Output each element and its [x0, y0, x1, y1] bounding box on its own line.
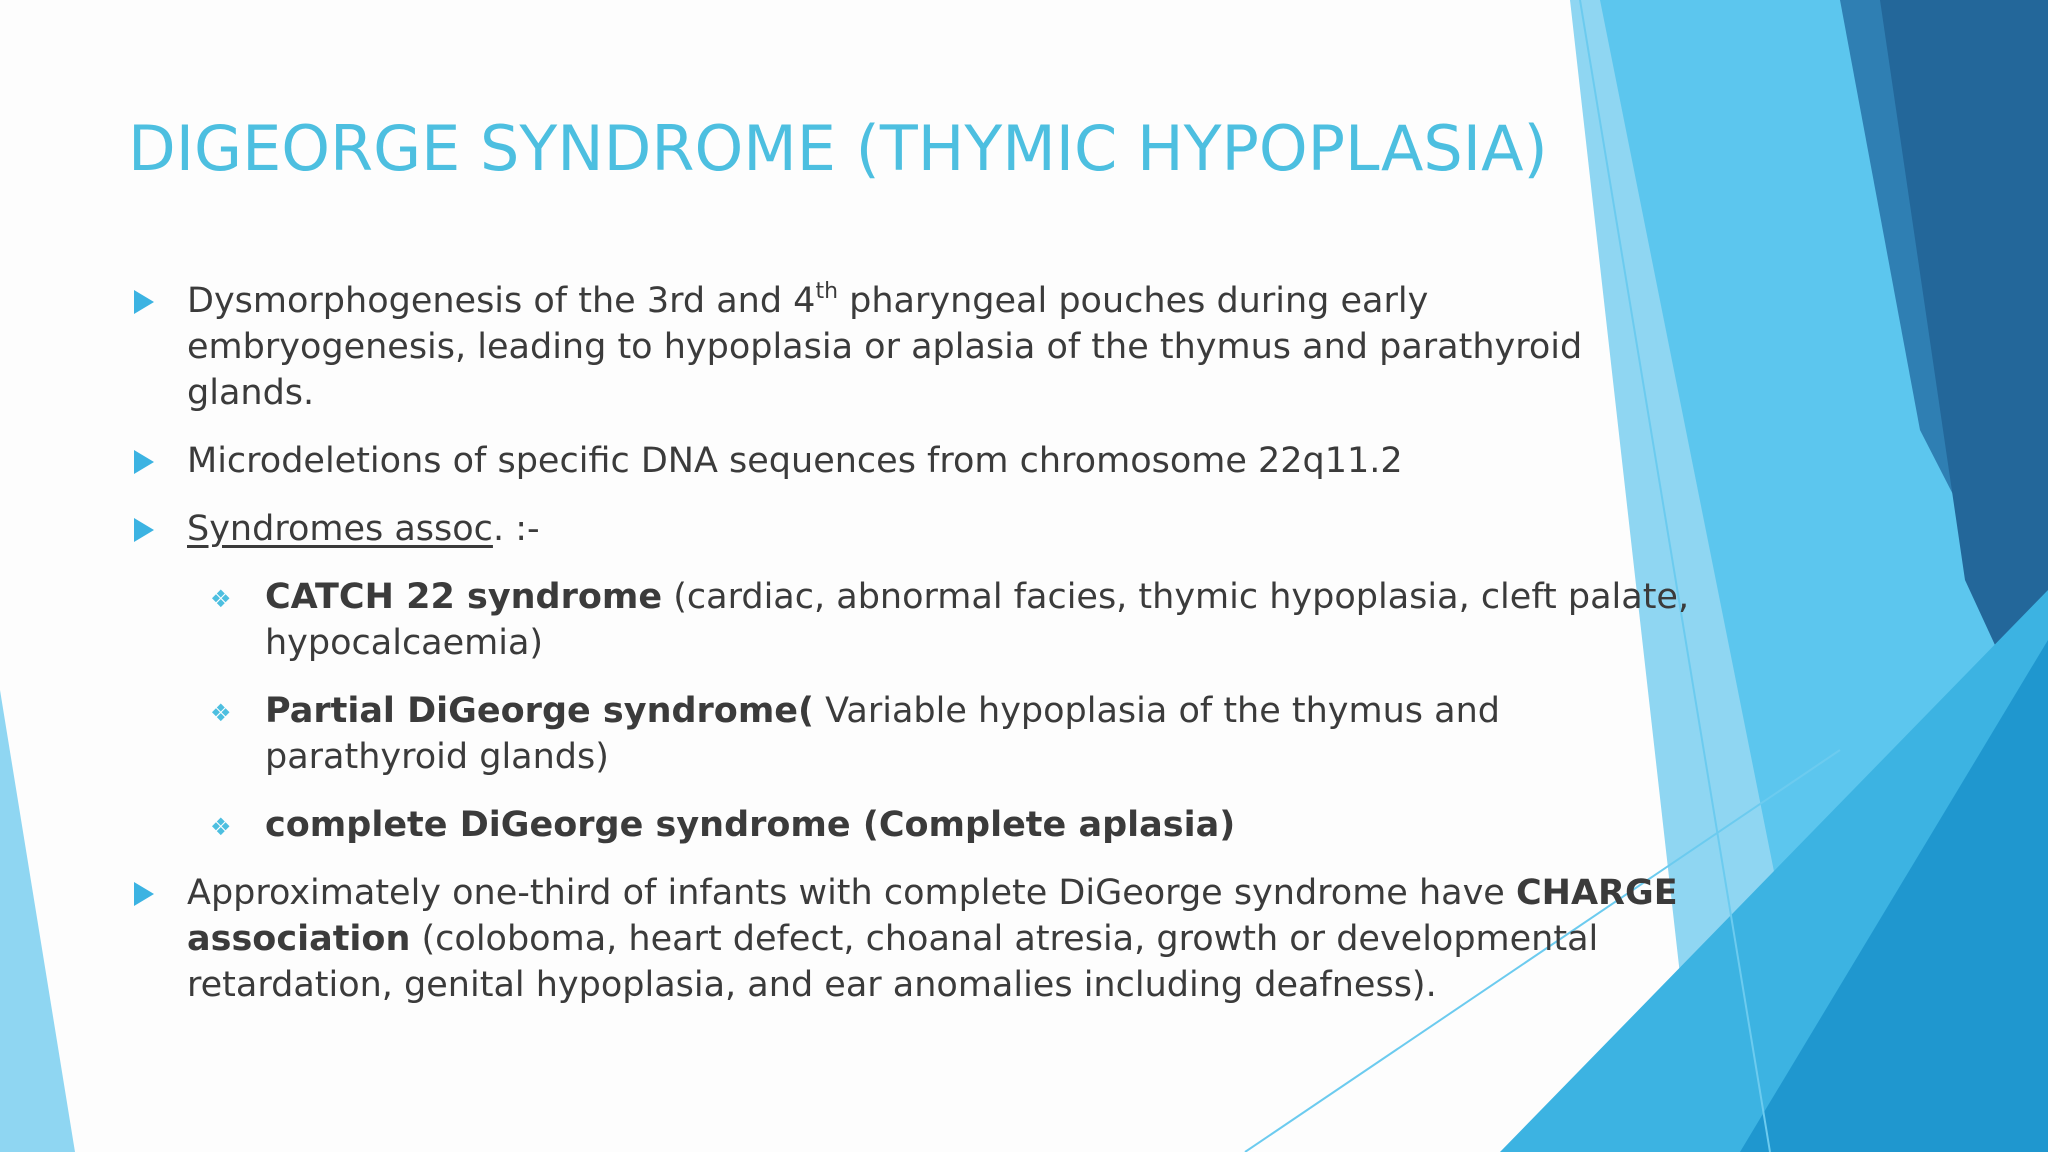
- superscript-th: th: [815, 279, 839, 304]
- bullet-item: [132, 506, 1692, 552]
- bullet-item: [132, 438, 1692, 484]
- bullet-bold: CHARGE association: [187, 873, 1678, 959]
- sub-bullet-item: [132, 574, 1692, 666]
- bullet-item: [132, 870, 1692, 1008]
- left-accent-shape: [0, 690, 75, 1152]
- sub-bullet-bold: Partial DiGeorge syndrome(: [265, 691, 815, 731]
- triangle-arrow-icon: [134, 882, 154, 906]
- four-diamond-icon: ❖: [210, 813, 232, 841]
- heading-suffix: . :-: [492, 509, 540, 549]
- bullet-text-continued: (coloboma, heart defect, choanal atresia, growth or developmental retardation, genital hypoplasia, and ear anomalies including deafness).: [187, 919, 1599, 1005]
- sub-bullet-item: [132, 688, 1692, 780]
- slide-title: DIGEORGE SYNDROME (THYMIC HYPOPLASIA): [128, 112, 1548, 185]
- four-diamond-icon: ❖: [210, 699, 232, 727]
- sub-bullet-bold: complete DiGeorge syndrome (Complete aplasia): [265, 805, 1236, 845]
- triangle-arrow-icon: [134, 450, 154, 474]
- bullet-text: Approximately one-third of infants with complete DiGeorge syndrome have: [187, 873, 1516, 913]
- sub-bullet-text: Variable hypoplasia of the thymus and parathyroid glands): [265, 691, 1500, 777]
- underlined-heading: Syndromes assoc: [187, 509, 493, 549]
- four-diamond-icon: ❖: [210, 585, 232, 613]
- sub-bullet-bold: CATCH 22 syndrome: [265, 577, 663, 617]
- bullet-text-continued: pharyngeal pouches during early embryogenesis, leading to hypoplasia or aplasia of the thymus and parathyroid glands.: [187, 281, 1583, 413]
- bullet-text: Microdeletions of specific DNA sequences from chromosome 22q11.2: [187, 441, 1403, 481]
- triangle-arrow-icon: [134, 518, 154, 542]
- sub-bullet-item: [132, 802, 1692, 848]
- bullet-text: Dysmorphogenesis of the 3rd and 4: [187, 281, 816, 321]
- triangle-arrow-icon: [134, 290, 154, 314]
- bullet-item: [132, 278, 1692, 416]
- bullet-list: [132, 278, 1692, 1030]
- sub-bullet-text: (cardiac, abnormal facies, thymic hypoplasia, cleft palate, hypocalcaemia): [265, 577, 1690, 663]
